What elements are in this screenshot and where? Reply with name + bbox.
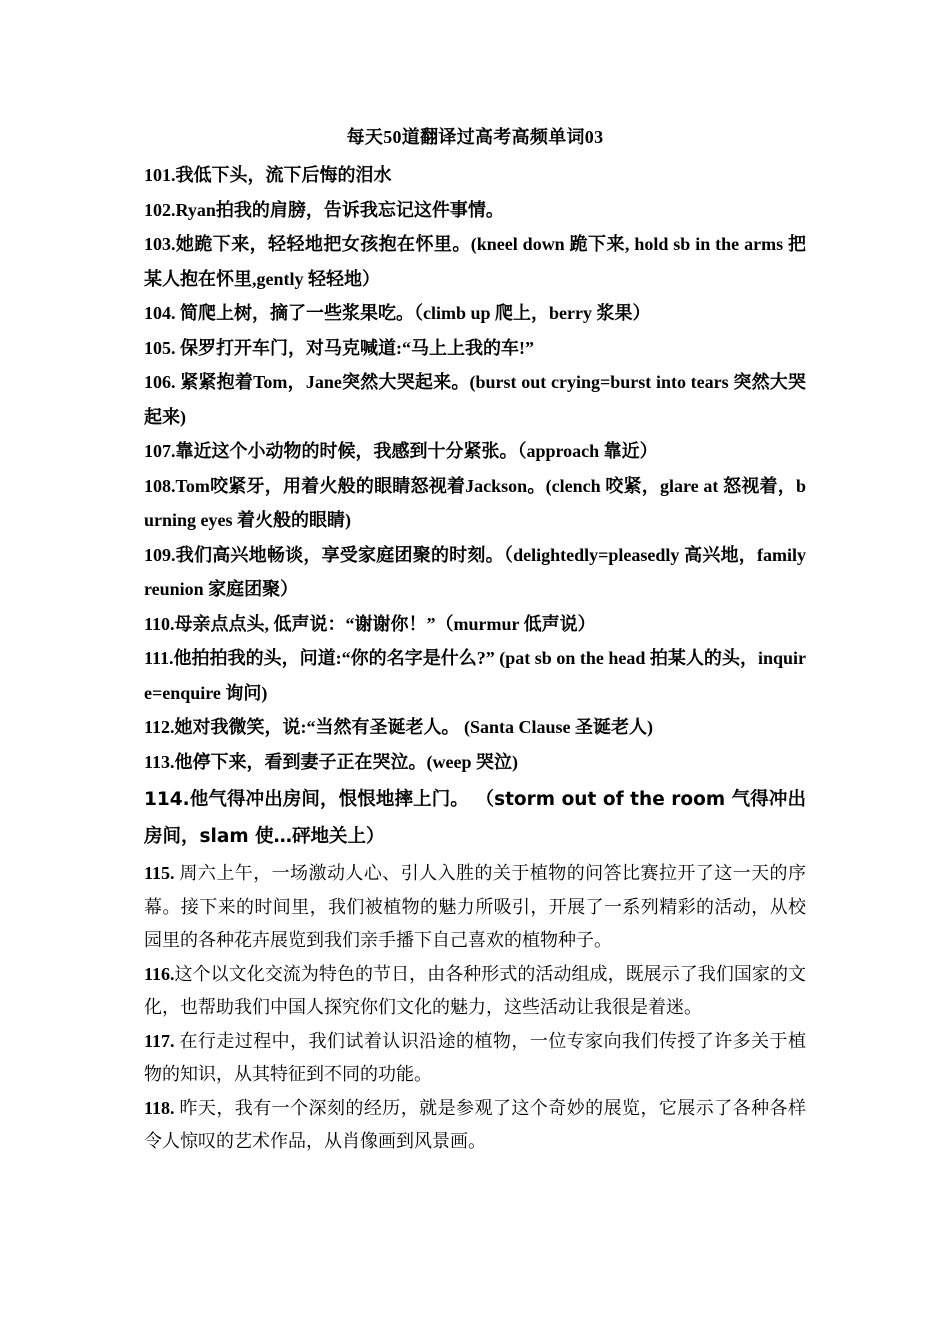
- item-number: 106.: [144, 372, 181, 392]
- item-number: 105.: [144, 337, 180, 358]
- item-number: 101.: [144, 165, 176, 185]
- list-item: [144, 781, 806, 855]
- item-number: 108.: [144, 475, 176, 496]
- list-item: [144, 745, 806, 780]
- item-text: 我低下头，流下后悔的泪水: [175, 165, 392, 185]
- list-item: [144, 331, 806, 366]
- list-item: [144, 857, 806, 958]
- item-text: 我们高兴地畅谈，享受家庭团聚的时刻。（delightedly=pleasedly 高兴地，family reunion 家庭团聚）: [144, 544, 806, 599]
- list-item: [144, 227, 806, 296]
- item-number: 109.: [144, 544, 176, 565]
- item-number: 114.: [144, 789, 190, 810]
- list-item: [144, 434, 806, 469]
- list-item: [144, 607, 806, 642]
- list-item: [144, 1025, 806, 1092]
- item-text: 这个以文化交流为特色的节日，由各种形式的活动组成，既展示了我们国家的文化，也帮助我们中国人探究你们文化的魅力，这些活动让我很是着迷。: [144, 963, 806, 1017]
- item-text: 他拍拍我的头，问道:“你的名字是什么?” (pat sb on the head 拍某人的头，inquire=enquire 询问): [144, 648, 806, 703]
- list-item: [144, 538, 806, 607]
- item-text: 他停下来，看到妻子正在哭泣。(weep 哭泣): [174, 751, 518, 772]
- item-text: 靠近这个小动物的时候，我感到十分紧张。（approach 靠近）: [175, 441, 658, 461]
- item-number: 112.: [144, 717, 175, 737]
- item-text: 母亲点点头, 低声说：“谢谢你！”（murmur 低声说）: [174, 613, 596, 634]
- item-number: 118.: [144, 1097, 180, 1118]
- list-item: [144, 365, 806, 434]
- item-number: 104.: [144, 303, 180, 323]
- item-number: 113.: [144, 751, 175, 772]
- item-text: 昨天，我有一个深刻的经历，就是参观了这个奇妙的展览，它展示了各种各样令人惊叹的艺术作品，从肖像画到风景画。: [144, 1097, 806, 1151]
- translation-list: [144, 158, 806, 1159]
- item-text: 紧紧抱着Tom，Jane突然大哭起来。(burst out crying=burst into tears 突然大哭起来): [144, 372, 806, 427]
- item-number: 102.: [144, 199, 176, 220]
- item-text: Ryan拍我的肩膀，告诉我忘记这件事情。: [175, 199, 504, 220]
- item-number: 115.: [144, 863, 180, 883]
- item-number: 103.: [144, 234, 176, 254]
- item-text: 她对我微笑，说:“当然有圣诞老人。 (Santa Clause 圣诞老人): [174, 717, 654, 737]
- list-item: [144, 710, 806, 745]
- item-text: 他气得冲出房间，恨恨地摔上门。 （storm out of the room 气得冲出房间，slam 使…砰地关上）: [144, 789, 806, 847]
- item-text: 保罗打开车门，对马克喊道:“马上上我的车!”: [180, 337, 534, 358]
- list-item: [144, 296, 806, 331]
- item-text: 简爬上树，摘了一些浆果吃。（climb up 爬上，berry 浆果）: [180, 303, 651, 323]
- item-text: 在行走过程中，我们试着认识沿途的植物，一位专家向我们传授了许多关于植物的知识，从其特征到不同的功能。: [144, 1030, 806, 1084]
- item-number: 116.: [144, 963, 175, 984]
- list-item: [144, 158, 806, 193]
- list-item: [144, 469, 806, 538]
- item-text: Tom咬紧牙，用着火般的眼睛怒视着Jackson。(clench 咬紧，glare at 怒视着，burning eyes 着火般的眼睛): [144, 475, 806, 530]
- page-title: 每天50道翻译过高考高频单词03: [346, 127, 604, 147]
- item-text: 周六上午，一场激动人心、引人入胜的关于植物的问答比赛拉开了这一天的序幕。接下来的时间里，我们被植物的魅力所吸引，开展了一系列精彩的活动，从校园里的各种花卉展览到我们亲手播下自己喜欢的植物种子。: [144, 863, 806, 950]
- list-item: [144, 193, 806, 228]
- item-number: 111.: [144, 648, 174, 668]
- list-item: [144, 1092, 806, 1159]
- item-number: 117.: [144, 1030, 180, 1051]
- item-number: 107.: [144, 441, 176, 461]
- list-item: [144, 958, 806, 1025]
- item-number: 110.: [144, 613, 175, 634]
- list-item: [144, 641, 806, 710]
- item-text: 她跪下来，轻轻地把女孩抱在怀里。(kneel down 跪下来, hold sb in the arms 把某人抱在怀里,gently 轻轻地）: [144, 234, 806, 289]
